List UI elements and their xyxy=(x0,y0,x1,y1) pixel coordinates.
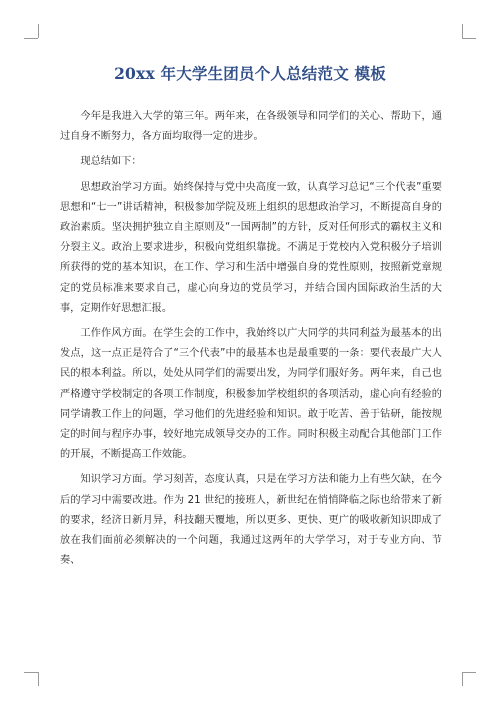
crop-mark-top-right-h xyxy=(462,38,476,39)
paragraph-work-style: 工作作风方面。在学生会的工作中，我始终以广大同学的共同利益为最基本的出发点，这一点正是符合了“三个代表”中的最基本也是最重要的一条：要代表最广大人民的根本利益。所以，处处从同学们的需要出发，为同学们服好务。两年来，自己也严格遵守学校制定的各项工作制度，积极参加学校组织的各项活动，虚心向有经验的同学请教工作上的问题，学习他们的先进经验和知识。敢于吃苦、善于钻研，能按规定的时间与程序办事，较好地完成领导交办的工作。同时积极主动配合其他部门工作的开展，不断提高工作效能。 xyxy=(60,328,442,461)
crop-mark-bottom-left-h xyxy=(24,672,38,673)
crop-mark-top-right-v xyxy=(462,24,463,38)
paragraph-political-study: 思想政治学习方面。始终保持与党中央高度一致，认真学习总记“三个代表”重要思想和“七一”讲话精神，积极参加学院及班上组织的思想政治学习，不断提高自身的政治素质。坚决拥护独立自主原则及“一国两制”的方针，反对任何形式的霸权主义和分裂主义。政治上要求进步，积极向党组织靠拢。不满足于党校内入党积极分子培训所获得的党的基本知识，在工作、学习和生活中增强自身的党性原则，按照新党章规定的党员标准来要求自己，虚心向身边的党员学习，并结合国内国际政治生活的大事，定期作好思想汇报。 xyxy=(60,181,442,314)
document-body xyxy=(60,107,442,576)
crop-mark-top-left-v xyxy=(38,24,39,38)
paragraph-intro: 今年是我进入大学的第三年。两年来，在各级领导和同学们的关心、帮助下，通过自身不断努力，各方面均取得一定的进步。 xyxy=(60,111,442,143)
paragraph-knowledge-study: 知识学习方面。学习刻苦，态度认真，只是在学习方法和能力上有些欠缺，在今后的学习中需要改进。作为 21 世纪的接班人，新世纪在悄悄降临之际也给带来了新的要求，经济日新月异，科技翻天覆地，所以更多、更快、更广的吸收新知识即成了放在我们面前必须解决的一个问题，我通过这两年的大学学习，对于专业方向、节奏、 xyxy=(60,474,442,567)
crop-mark-bottom-right-v xyxy=(462,672,463,686)
crop-mark-bottom-left-v xyxy=(38,672,39,686)
crop-mark-top-left-h xyxy=(24,38,38,39)
document-title: 20xx 年大学生团员个人总结范文 模板 xyxy=(114,64,386,83)
paragraph-summary-lead: 现总结如下： xyxy=(80,156,142,168)
crop-mark-bottom-right-h xyxy=(462,672,476,673)
